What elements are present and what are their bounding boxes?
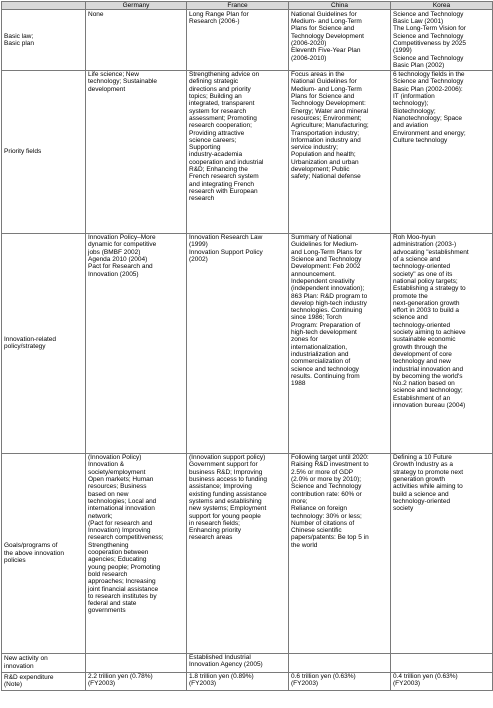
- table-cell: Roh Moo-hyun administration (2003-) advocating "establishment of a science and technology-oriented society" as one of its national policy targets; Establishing a strategy to promote the next-generation growth effort in 2003 to build a science and technology-oriented society aiming to achieve sustainable economic growth through the development of core technology and new industrial innovation and by becoming the world's No.2 nation based on science and technology; Establishment of an innovation bureau (2004): [391, 233, 493, 453]
- row-header: Goals/programs of the above innovation policies: [2, 453, 86, 653]
- table-cell: Defining a 10 Future Growth Industry as a strategy to promote next generation growth activities while aiming to build a science and technology-oriented society: [391, 453, 493, 653]
- table-cell: [86, 653, 187, 672]
- row-header: R&D expenditure (Note): [2, 672, 86, 690]
- table-cell: 0.4 trillion yen (0.63%) (FY2003): [391, 672, 493, 690]
- corner-cell: [2, 2, 86, 10]
- table-row-rd-expenditure: [2, 672, 493, 690]
- table-row-priority-fields: [2, 70, 493, 233]
- table-cell: Life science; New technology; Sustainable development: [86, 70, 187, 233]
- table-cell: 6 technology fields in the Science and Technology Basic Plan (2002-2006): IT (information technology); Biotechnology; Nanotechnology; Space and aviation Environment and energy; Culture technology: [391, 70, 493, 233]
- innovation-policy-comparison-table: [1, 1, 493, 691]
- table-cell: (Innovation support policy) Government support for business R&D; Improving business access to funding assistance; Improving existing funding assistance systems and establishing new systems; Employment support for young people in research fields; Enhancing priority research areas: [187, 453, 289, 653]
- column-header-germany: Germany: [86, 2, 187, 10]
- table-cell: [391, 653, 493, 672]
- row-header: Innovation-related policy/strategy: [2, 233, 86, 453]
- table-cell: 2.2 trillion yen (0.78%) (FY2003): [86, 672, 187, 690]
- header-row: [2, 2, 493, 10]
- table-cell: 1.8 trillion yen (0.89%) (FY2003): [187, 672, 289, 690]
- table-cell: 0.6 trillion yen (0.63%) (FY2003): [289, 672, 391, 690]
- table-row-goals-programs: [2, 453, 493, 653]
- column-header-korea: Korea: [391, 2, 493, 10]
- table-row-basic-law: [2, 10, 493, 70]
- row-header: Basic law; Basic plan: [2, 10, 86, 70]
- table-cell: Long Range Plan for Research (2006-): [187, 10, 289, 70]
- table-cell: Innovation Research Law (1999) Innovation Support Policy (2002): [187, 233, 289, 453]
- table-cell: Strengthening advice on defining strategic directions and priority topics; Building an integrated, transparent system for research assessment; Promoting research cooperation; Providing attractive science careers; Supporting industry-academia cooperation and industrial R&D; Enhancing the French research system and integrating French research with European research: [187, 70, 289, 233]
- table-cell: None: [86, 10, 187, 70]
- table-cell: Following target until 2020: Raising R&D investment to 2.5% or more of GDP (2.0% or more by 2010); Science and Technology contribution rate: 60% or more; Reliance on foreign technology: 30% or less; Number of citations of Chinese scientific papers/patents: Be top 5 in the world: [289, 453, 391, 653]
- comparison-table-container: [1, 1, 493, 691]
- table-cell: (Innovation Policy) Innovation & society/employment Open markets; Human resources; Business based on new technologies; Local and international innovation network; (Pact for research and Innovation) Improving research competitiveness; Strengthening cooperation between agencies; Educating young people; Promoting bold research approaches; Increasing joint financial assistance to research institutes by federal and state governments: [86, 453, 187, 653]
- table-cell: [289, 653, 391, 672]
- table-cell: Innovation Policy–More dynamic for competitive jobs (BMBF 2002) Agenda 2010 (2004) Pact for Research and Innovation (2005): [86, 233, 187, 453]
- row-header: Priority fields: [2, 70, 86, 233]
- column-header-china: China: [289, 2, 391, 10]
- row-header: New activity on innovation: [2, 653, 86, 672]
- table-cell: National Guidelines for Medium- and Long-Term Plans for Science and Technology Development (2006-2020) Eleventh Five-Year Plan (2006-2010): [289, 10, 391, 70]
- table-cell: Established Industrial Innovation Agency (2005): [187, 653, 289, 672]
- table-cell: Science and Technology Basic Law (2001) The Long-Term Vision for Science and Technology Competitiveness by 2025 (1999) Science and Technology Basic Plan (2002): [391, 10, 493, 70]
- table-cell: Summary of National Guidelines for Medium- and Long-Term Plans for Science and Technology Development: Feb 2002 announcement. Independent creativity (independent innovation); 863 Plan: R&D program to develop high-tech industry technologies. Continuing since 1986; Torch Program: Preparation of high-tech development zones for internationalization, industrialization and commercialization of science and technology results. Continuing from 1988: [289, 233, 391, 453]
- table-cell: Focus areas in the National Guidelines for Medium- and Long-Term Plans for Science and Technology Development: Energy; Water and mineral resources; Environment; Agriculture; Manufacturing; Transportation industry; Information industry and service industry; Population and health; Urbanization and urban development; Public safety; National defense: [289, 70, 391, 233]
- table-row-new-activity: [2, 653, 493, 672]
- column-header-france: France: [187, 2, 289, 10]
- table-row-innovation-policy: [2, 233, 493, 453]
